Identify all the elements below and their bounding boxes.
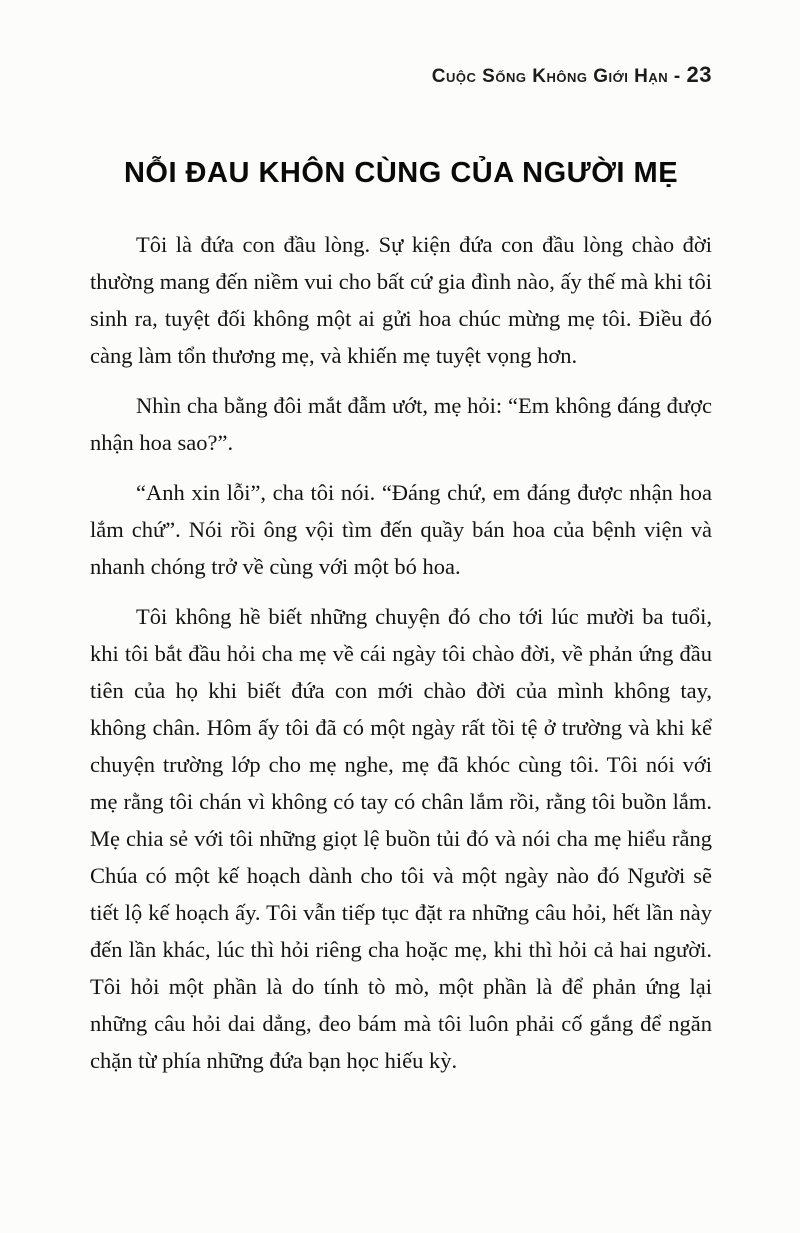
paragraph-4: Tôi không hề biết những chuyện đó cho tới lúc mười ba tuổi, khi tôi bắt đầu hỏi cha mẹ về cái ngày tôi chào đời, về phản ứng đầu tiên của họ khi biết đứa con mới chào đời của mình không tay, không chân. Hôm ấy tôi đã có một ngày rất tồi tệ ở trường và khi kể chuyện trường lớp cho mẹ nghe, mẹ đã khóc cùng tôi. Tôi nói với mẹ rằng tôi chán vì không có tay có chân lắm rồi, rằng tôi buồn lắm. Mẹ chia sẻ với tôi những giọt lệ buồn tủi đó và nói cha mẹ hiểu rằng Chúa có một kế hoạch dành cho tôi và một ngày nào đó Người sẽ tiết lộ kế hoạch ấy. Tôi vẫn tiếp tục đặt ra những câu hỏi, hết lần này đến lần khác, lúc thì hỏi riêng cha hoặc mẹ, khi thì hỏi cả hai người. Tôi hỏi một phần là do tính tò mò, một phần là để phản ứng lại những câu hỏi dai dẳng, đeo bám mà tôi luôn phải cố gắng để ngăn chặn từ phía những đứa bạn học hiếu kỳ.: [90, 604, 712, 1073]
running-header: [90, 62, 712, 88]
running-header-book-title: Cuộc Sống Không Giới Hạn: [431, 66, 669, 87]
page-number: 23: [686, 62, 712, 87]
paragraph-2: Nhìn cha bằng đôi mắt đẫm ướt, mẹ hỏi: “Em không đáng được nhận hoa sao?”.: [90, 393, 712, 455]
chapter-title: NỖI ĐAU KHÔN CÙNG CỦA NGƯỜI MẸ: [123, 157, 679, 189]
paragraph-1: Tôi là đứa con đầu lòng. Sự kiện đứa con đầu lòng chào đời thường mang đến niềm vui cho bất cứ gia đình nào, ấy thế mà khi tôi sinh ra, tuyệt đối không một ai gửi hoa chúc mừng mẹ tôi. Điều đó càng làm tổn thương mẹ, và khiến mẹ tuyệt vọng hơn.: [90, 232, 712, 368]
body-text: [90, 226, 712, 1079]
paragraph-3: “Anh xin lỗi”, cha tôi nói. “Đáng chứ, em đáng được nhận hoa lắm chứ”. Nói rồi ông vội tìm đến quầy bán hoa của bệnh viện và nhanh chóng trở về cùng với một bó hoa.: [90, 480, 712, 579]
running-header-separator: -: [668, 66, 687, 87]
